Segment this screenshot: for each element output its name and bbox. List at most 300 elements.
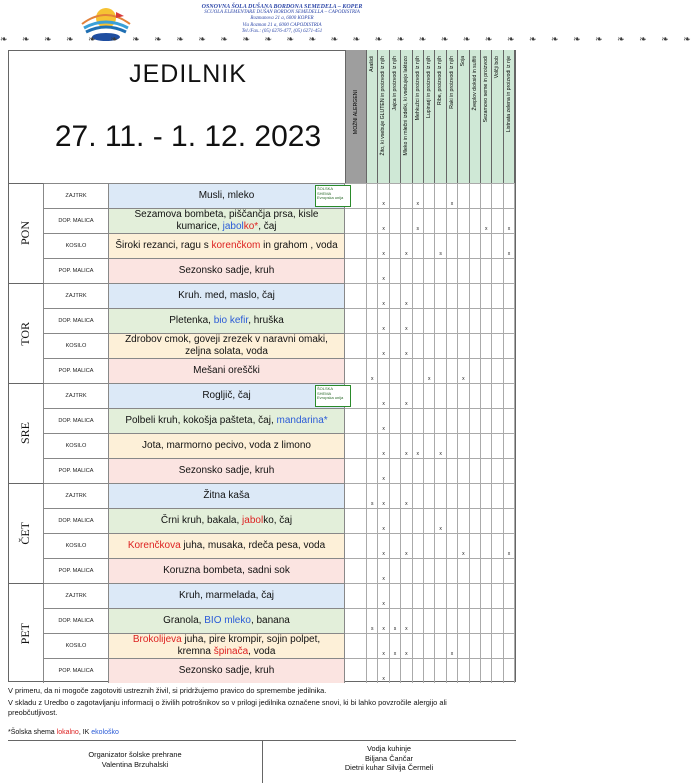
dish-text xyxy=(142,440,311,452)
meal-type: ZAJTRK xyxy=(44,183,109,208)
meal-type: ZAJTRK xyxy=(44,583,109,608)
allergen-column-header xyxy=(481,50,492,183)
allergen-mark xyxy=(435,258,446,283)
badge-line: ŠOLSKA xyxy=(317,386,334,391)
allergen-mark xyxy=(401,358,412,383)
allergen-mark xyxy=(504,583,515,608)
allergen-mark xyxy=(447,583,458,608)
allergen-empty-cell xyxy=(345,458,367,483)
dish-text-part: Široki rezanci, ragu s xyxy=(115,240,212,251)
allergen-mark xyxy=(435,383,446,408)
dish-cell xyxy=(109,533,345,558)
day-cell xyxy=(8,283,44,383)
allergen-mark: s xyxy=(390,608,401,633)
allergen-mark: x xyxy=(378,208,389,233)
school-address xyxy=(192,4,372,35)
allergen-mark xyxy=(492,483,503,508)
allergen-mark xyxy=(413,408,424,433)
allergen-mark xyxy=(390,333,401,358)
allergen-label: Lupinarji in proizvodi iz njih xyxy=(426,56,432,118)
allergen-label: Žveplov dioksid in sulfiti xyxy=(471,56,478,111)
allergen-label: Žito, ki vsebuje GLUTEN in proizvodi iz njih xyxy=(380,56,387,156)
allergen-empty-cell xyxy=(345,358,367,383)
allergen-mark xyxy=(413,308,424,333)
meal-type: POP. MALICA xyxy=(44,458,109,483)
allergen-mark: x xyxy=(378,383,389,408)
allergen-mark xyxy=(481,508,492,533)
dish-cell xyxy=(109,233,345,258)
right-role: Vodja kuhinje xyxy=(367,744,411,753)
allergen-mark xyxy=(424,408,435,433)
allergen-empty-cell xyxy=(345,183,367,208)
meal-type: KOSILO xyxy=(44,633,109,658)
dish-text-part: Granola, xyxy=(163,615,205,626)
allergen-column-header xyxy=(401,50,412,183)
dish-text xyxy=(202,390,250,402)
dish-text-part: Brokolijeva xyxy=(132,634,182,645)
dish-cell xyxy=(109,508,345,533)
allergen-mark xyxy=(413,358,424,383)
allergen-label: Mleko in mlečni izdelki, ki vsebujejo laktozo xyxy=(403,56,410,156)
allergen-mark xyxy=(424,308,435,333)
allergen-empty-cell xyxy=(345,633,367,658)
allergen-mark xyxy=(413,458,424,483)
allergen-mark: x xyxy=(378,283,389,308)
allergen-mark xyxy=(401,408,412,433)
meal-type: POP. MALICA xyxy=(44,258,109,283)
allergen-mark: s xyxy=(435,233,446,258)
allergen-mark xyxy=(492,308,503,333)
allergen-mark xyxy=(504,258,515,283)
dish-cell xyxy=(109,608,345,633)
right-signature xyxy=(262,744,516,773)
allergen-mark xyxy=(470,183,481,208)
dish-cell xyxy=(109,408,345,433)
allergen-mark xyxy=(470,608,481,633)
dish-text-part: bio kefir xyxy=(213,315,249,326)
allergen-mark: x xyxy=(378,233,389,258)
allergen-mark xyxy=(470,483,481,508)
allergen-mark xyxy=(435,583,446,608)
scheme-prefix: *Šolska shema xyxy=(8,729,57,736)
meal-type: KOSILO xyxy=(44,233,109,258)
allergen-mark: x xyxy=(378,408,389,433)
school-line: OSNOVNA ŠOLA DUŠANA BORDONA SEMEDELA – KOPER xyxy=(201,4,363,10)
allergen-mark xyxy=(458,183,469,208)
left-role: Organizator šolske prehrane xyxy=(88,750,182,759)
dish-cell xyxy=(109,633,345,658)
allergen-label: Mehkužci in proizvodi iz njih xyxy=(414,56,421,121)
meal-type: POP. MALICA xyxy=(44,658,109,683)
allergen-mark xyxy=(481,233,492,258)
allergen-mark xyxy=(492,583,503,608)
school-line: Rozmanova 21 a, 6000 KOPER xyxy=(250,16,314,22)
dish-text xyxy=(179,265,275,277)
badge-line: SHEMA xyxy=(317,390,332,396)
allergen-mark xyxy=(458,608,469,633)
allergen-mark xyxy=(390,308,401,333)
allergen-empty-cell xyxy=(345,608,367,633)
allergen-mark xyxy=(492,608,503,633)
allergen-mark xyxy=(367,558,378,583)
allergen-mark xyxy=(447,433,458,458)
allergen-mark xyxy=(401,583,412,608)
dish-text-part: Korenčkova xyxy=(127,540,181,551)
allergen-mark xyxy=(481,533,492,558)
meal-type: KOSILO xyxy=(44,333,109,358)
allergen-mark xyxy=(504,658,515,683)
allergen-mark xyxy=(492,183,503,208)
dish-text-part: juha, musaka, rdeča pesa, voda xyxy=(180,540,326,551)
allergen-mark xyxy=(504,283,515,308)
allergen-mark xyxy=(492,508,503,533)
day-label: PET xyxy=(18,622,32,645)
allergen-mark xyxy=(470,333,481,358)
allergen-mark xyxy=(424,283,435,308)
dish-text-part: korenčkom xyxy=(211,240,261,251)
allergen-empty-cell xyxy=(345,433,367,458)
allergen-mark xyxy=(413,483,424,508)
title-cell xyxy=(8,50,368,183)
allergen-mark xyxy=(458,433,469,458)
allergen-mark xyxy=(367,183,378,208)
allergen-mark: x xyxy=(378,258,389,283)
allergen-empty-cell xyxy=(345,658,367,683)
allergen-mark xyxy=(424,183,435,208)
badge-line: Evropska unija xyxy=(317,395,344,401)
allergen-mark xyxy=(458,658,469,683)
allergen-mark: x xyxy=(401,233,412,258)
allergen-mark xyxy=(447,358,458,383)
dish-text xyxy=(128,540,325,552)
allergen-mark xyxy=(435,308,446,333)
allergen-empty-cell xyxy=(345,408,367,433)
meal-type: DOP. MALICA xyxy=(44,308,109,333)
allergen-mark: x xyxy=(413,183,424,208)
allergen-mark xyxy=(447,333,458,358)
allergen-mark xyxy=(435,333,446,358)
dish-text-part: Sezonsko sadje, kruh xyxy=(178,465,275,476)
school-line: SCUOLA ELEMENTARE DUŠAN BORDON SEMEDELLA – CAPODISTRIA xyxy=(204,10,360,16)
allergen-mark xyxy=(481,433,492,458)
allergen-mark xyxy=(424,233,435,258)
allergen-mark: x xyxy=(378,433,389,458)
allergen-mark xyxy=(492,383,503,408)
school-header xyxy=(0,0,697,45)
right-name: Biljana Čančar xyxy=(364,753,414,763)
dish-text-part: , hruška xyxy=(248,315,284,326)
allergen-mark xyxy=(447,533,458,558)
allergen-empty-cell xyxy=(345,258,367,283)
dish-cell xyxy=(109,283,345,308)
allergen-mark: x xyxy=(481,208,492,233)
scheme-sep: , IK xyxy=(78,729,92,736)
dish-text xyxy=(203,490,249,502)
allergen-mark xyxy=(367,233,378,258)
dish-text-part: juha, pire krompir, sojin polpet, kremna xyxy=(177,634,321,657)
allergen-mark xyxy=(458,558,469,583)
allergen-mark: x xyxy=(378,658,389,683)
dish-text-part: Zdrobov cmok, goveji zrezek v naravni omaki, zeljna solata, voda xyxy=(125,334,328,357)
allergen-mark xyxy=(470,558,481,583)
dish-text-part: , čaj xyxy=(258,221,277,232)
allergen-mark xyxy=(492,333,503,358)
allergen-mark: x xyxy=(401,533,412,558)
allergen-mark xyxy=(458,283,469,308)
allergen-mark: x xyxy=(378,558,389,583)
left-name: Valentina Brzuhalski xyxy=(101,759,169,769)
allergen-mark xyxy=(470,408,481,433)
allergen-mark xyxy=(492,533,503,558)
allergen-mark xyxy=(492,458,503,483)
allergen-mark xyxy=(424,433,435,458)
allergen-mark xyxy=(470,658,481,683)
dish-text xyxy=(163,565,290,577)
allergen-mark xyxy=(413,633,424,658)
dish-cell xyxy=(109,583,345,608)
allergen-mark: x xyxy=(378,483,389,508)
allergen-mark xyxy=(481,183,492,208)
allergen-mark: x xyxy=(401,283,412,308)
meal-type: POP. MALICA xyxy=(44,558,109,583)
allergen-mark: x xyxy=(447,183,458,208)
allergen-mark xyxy=(390,433,401,458)
dish-text-part: ko, čaj xyxy=(263,515,293,526)
allergen-mark xyxy=(424,208,435,233)
allergen-mark xyxy=(447,408,458,433)
allergen-mark xyxy=(470,283,481,308)
allergen-mark: s xyxy=(367,483,378,508)
dish-text xyxy=(179,590,274,602)
allergen-mark xyxy=(458,383,469,408)
allergen-mark xyxy=(424,333,435,358)
allergen-mark: x xyxy=(504,533,515,558)
allergen-mark xyxy=(390,258,401,283)
allergen-mark xyxy=(390,283,401,308)
allergen-mark: x xyxy=(458,358,469,383)
allergen-mark xyxy=(470,258,481,283)
allergen-mark xyxy=(367,583,378,608)
dish-text xyxy=(179,665,275,677)
allergen-mark: x xyxy=(378,508,389,533)
allergen-mark xyxy=(424,458,435,483)
allergen-mark xyxy=(458,408,469,433)
allergen-mark xyxy=(481,458,492,483)
allergen-mark xyxy=(390,558,401,583)
allergen-column-header xyxy=(367,50,378,183)
allergen-mark xyxy=(504,558,515,583)
allergen-mark xyxy=(458,308,469,333)
allergen-mark xyxy=(390,483,401,508)
allergen-mark xyxy=(447,658,458,683)
allergen-mark xyxy=(390,208,401,233)
allergen-mark xyxy=(481,583,492,608)
allergen-mark: x xyxy=(401,308,412,333)
dish-text xyxy=(179,465,275,477)
allergen-mark xyxy=(481,283,492,308)
dish-text-part: Polbeli kruh, kokošja pašteta, čaj, xyxy=(125,415,277,426)
dish-text-part: Mešani oreščki xyxy=(193,365,260,376)
dish-text-part: Črni kruh, bakala, xyxy=(160,515,243,526)
allergen-mark xyxy=(390,533,401,558)
dish-text-part: Žitna kaša xyxy=(203,490,250,501)
allergen-mark xyxy=(435,183,446,208)
dish-text xyxy=(169,315,284,327)
allergen-mark xyxy=(481,258,492,283)
allergen-mark xyxy=(401,508,412,533)
allergen-mark xyxy=(367,408,378,433)
dish-text-part: ko* xyxy=(243,221,259,232)
allergen-empty-cell xyxy=(345,483,367,508)
allergen-mark xyxy=(424,633,435,658)
allergen-label: Arašidi xyxy=(369,56,375,72)
allergen-mark xyxy=(435,558,446,583)
allergen-mark xyxy=(504,483,515,508)
allergen-mark xyxy=(470,383,481,408)
allergen-mark: x xyxy=(378,608,389,633)
allergen-mark xyxy=(492,433,503,458)
allergen-mark xyxy=(470,583,481,608)
allergen-mark: x xyxy=(367,358,378,383)
date-range: 27. 11. - 1. 12. 2023 xyxy=(54,120,322,153)
allergen-mark: x xyxy=(401,483,412,508)
allergen-mark xyxy=(504,433,515,458)
day-cell xyxy=(8,483,44,583)
dish-text xyxy=(115,334,338,358)
dish-text xyxy=(163,615,290,627)
day-label: ČET xyxy=(18,522,32,545)
allergen-label: Volčji bob xyxy=(494,56,501,79)
allergen-mark xyxy=(367,208,378,233)
left-signature xyxy=(8,750,262,769)
allergen-mark xyxy=(470,433,481,458)
allergen-mark xyxy=(447,283,458,308)
allergen-mark xyxy=(390,458,401,483)
allergen-mark xyxy=(458,508,469,533)
dish-text xyxy=(115,240,337,252)
allergen-mark xyxy=(470,633,481,658)
dish-text xyxy=(115,209,338,233)
scheme-local: lokalno xyxy=(56,729,79,736)
day-cell xyxy=(8,383,44,483)
meal-type: ZAJTRK xyxy=(44,283,109,308)
badge-line: ŠOLSKA xyxy=(317,186,334,191)
allergen-mark: x xyxy=(378,583,389,608)
allergen-mark xyxy=(492,208,503,233)
allergen-mark xyxy=(367,333,378,358)
allergen-mark xyxy=(413,508,424,533)
allergen-mark xyxy=(481,608,492,633)
day-label: TOR xyxy=(18,321,32,346)
allergen-mark xyxy=(367,308,378,333)
dish-text-part: Rogljič, čaj xyxy=(202,390,251,401)
allergen-mark xyxy=(413,558,424,583)
allergen-mark xyxy=(435,208,446,233)
meal-type: ZAJTRK xyxy=(44,383,109,408)
allergen-mark xyxy=(367,658,378,683)
dish-cell xyxy=(109,358,345,383)
allergen-mark xyxy=(447,208,458,233)
allergen-mark: x xyxy=(424,358,435,383)
scheme-eco: ekološko xyxy=(91,729,119,736)
allergen-header-label: MOŽNI ALERGENI xyxy=(353,90,359,135)
allergen-mark xyxy=(458,208,469,233)
allergen-mark xyxy=(367,533,378,558)
allergen-column-header xyxy=(378,50,389,183)
allergen-mark xyxy=(458,333,469,358)
dish-text-part: BIO mleko xyxy=(204,615,251,626)
allergen-empty-cell xyxy=(345,233,367,258)
allergen-mark xyxy=(413,608,424,633)
dish-cell xyxy=(109,383,345,408)
allergen-mark xyxy=(504,408,515,433)
allergen-mark: x xyxy=(435,508,446,533)
allergen-mark xyxy=(424,558,435,583)
allergen-mark xyxy=(481,333,492,358)
allergen-mark xyxy=(401,458,412,483)
allergen-mark: x xyxy=(378,308,389,333)
allergen-mark xyxy=(470,233,481,258)
allergen-mark xyxy=(435,633,446,658)
meal-type: DOP. MALICA xyxy=(44,608,109,633)
day-cell xyxy=(8,183,44,283)
allergen-label: Raki in proizvodi iz njih xyxy=(448,56,455,109)
dish-text xyxy=(161,515,292,527)
allergen-empty-cell xyxy=(345,558,367,583)
allergen-mark xyxy=(492,258,503,283)
allergen-mark xyxy=(481,483,492,508)
allergen-label: Soja xyxy=(460,56,467,67)
allergen-mark xyxy=(470,533,481,558)
allergen-empty-cell xyxy=(345,583,367,608)
allergen-mark xyxy=(435,358,446,383)
allergen-mark xyxy=(481,308,492,333)
dish-cell xyxy=(109,308,345,333)
allergen-mark xyxy=(470,508,481,533)
meal-type: DOP. MALICA xyxy=(44,208,109,233)
allergen-empty-cell xyxy=(345,383,367,408)
allergen-mark xyxy=(390,358,401,383)
dish-text xyxy=(199,190,255,202)
allergen-mark xyxy=(447,233,458,258)
allergen-column-header xyxy=(390,50,401,183)
allergen-mark xyxy=(401,558,412,583)
allergen-column-header xyxy=(504,50,515,183)
allergen-mark xyxy=(390,508,401,533)
allergen-mark xyxy=(413,658,424,683)
allergen-mark xyxy=(481,408,492,433)
allergen-mark xyxy=(367,258,378,283)
allergen-mark xyxy=(435,458,446,483)
allergen-mark xyxy=(492,233,503,258)
footer-note-2: V skladu z Uredbo o zagotavljanju informacij o živilih potrošnikov so v prilogi jedilnika označene snovi, ki bi lahko povzročile alergijo ali preobčutljivost. xyxy=(8,698,447,717)
allergen-label: Ribe, proizvodi iz njih xyxy=(437,56,444,106)
day-label: SRE xyxy=(18,422,32,445)
allergen-mark xyxy=(413,283,424,308)
allergen-mark xyxy=(504,608,515,633)
allergen-mark: x xyxy=(458,533,469,558)
allergen-mark xyxy=(470,308,481,333)
allergen-label: Sezamovo seme in proizvodi xyxy=(483,56,489,123)
allergen-mark: x xyxy=(378,633,389,658)
school-line: Tel./Fax.: (05) 6276-477, (05) 6271-451 xyxy=(241,28,323,34)
allergen-mark: x xyxy=(378,333,389,358)
allergen-mark xyxy=(447,308,458,333)
allergen-mark xyxy=(390,233,401,258)
dish-text-part: Sezonsko sadje, kruh xyxy=(178,265,275,276)
allergen-mark xyxy=(458,633,469,658)
allergen-mark xyxy=(447,608,458,633)
